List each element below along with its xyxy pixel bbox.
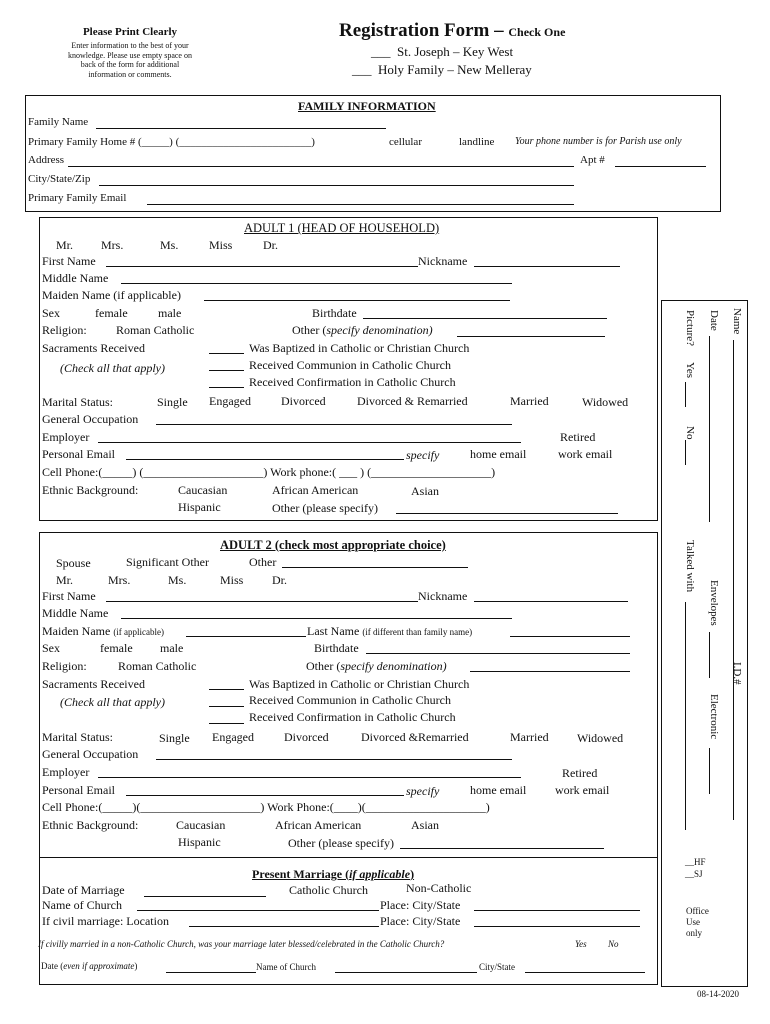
location-option-2[interactable]: ___ Holy Family – New Melleray	[352, 62, 532, 77]
form-title: Registration Form – Check One	[339, 20, 566, 41]
adult1-baptized-label: Was Baptized in Catholic or Christian Church	[249, 341, 470, 355]
adult2-sex-label: Sex	[42, 641, 60, 655]
check-one-label: Check One	[508, 25, 566, 39]
marriage-date-label: Date of Marriage	[42, 883, 125, 897]
adult2-marital-married[interactable]: Married	[510, 730, 549, 744]
adult1-first-name-label: First Name	[42, 254, 96, 268]
adult2-communion-label: Received Communion in Catholic Church	[249, 693, 451, 707]
adult1-work-email[interactable]: work email	[558, 447, 613, 461]
adult2-marital-widowed[interactable]: Widowed	[577, 731, 624, 745]
adult1-religion-label: Religion:	[42, 323, 87, 337]
adult1-ethnic-african[interactable]: African American	[272, 483, 359, 497]
adult1-birthdate-label: Birthdate	[312, 306, 357, 320]
office-id-label: I.D.#	[731, 662, 743, 685]
adult2-last-name-label: Last Name (if different than family name)	[307, 624, 473, 638]
adult1-birthdate-field[interactable]	[363, 318, 607, 319]
adult1-title-ms[interactable]: Ms.	[160, 238, 179, 252]
adult2-check-all-note: (Check all that apply)	[60, 695, 165, 709]
address-field[interactable]	[68, 166, 574, 167]
adult1-communion-label: Received Communion in Catholic Church	[249, 358, 451, 372]
adult1-employer-label: Employer	[42, 430, 90, 444]
adult2-religion-other-field[interactable]	[470, 671, 630, 672]
address-label: Address	[28, 154, 65, 166]
adult2-roman-catholic[interactable]: Roman Catholic	[118, 659, 197, 673]
adult2-birthdate-field[interactable]	[366, 653, 630, 654]
office-sj-check[interactable]: __SJ	[685, 869, 703, 879]
marriage-church-label: Name of Church	[42, 898, 122, 912]
apt-field[interactable]	[615, 166, 706, 167]
adult2-marital-single[interactable]: Single	[159, 731, 190, 745]
marriage-place-label: Place: City/State	[380, 898, 461, 912]
city-state-zip-label: City/State/Zip	[28, 173, 91, 185]
adult1-occupation-label: General Occupation	[42, 412, 139, 426]
adult1-religion-other[interactable]: Other (specify denomination)	[292, 323, 433, 337]
adult2-title-mrs[interactable]: Mrs.	[108, 573, 131, 587]
adult2-occupation-field[interactable]	[156, 759, 512, 760]
adult2-sacraments-label: Sacraments Received	[42, 677, 145, 691]
adult2-personal-email-label: Personal Email	[42, 783, 115, 797]
adult1-marital-div-remarried[interactable]: Divorced & Remarried	[357, 394, 468, 408]
adult2-ethnic-hispanic[interactable]: Hispanic	[178, 835, 221, 849]
adult1-middle-name-field[interactable]	[121, 283, 512, 284]
family-name-field[interactable]	[96, 128, 386, 129]
adult1-maiden-name-label: Maiden Name (if applicable)	[42, 288, 181, 302]
adult1-occupation-field[interactable]	[156, 424, 512, 425]
adult1-retired[interactable]: Retired	[560, 430, 596, 444]
office-use-only-note: Office Use only	[686, 906, 709, 938]
adult2-religion-label: Religion:	[42, 659, 87, 673]
adult1-middle-name-label: Middle Name	[42, 271, 109, 285]
adult2-maiden-name-label: Maiden Name (if applicable)	[42, 624, 165, 638]
adult2-ethnic-other: Other (please specify)	[288, 836, 394, 850]
adult2-communion-check[interactable]	[209, 706, 244, 707]
adult2-personal-email-field[interactable]	[126, 795, 404, 796]
adult2-title-miss[interactable]: Miss	[220, 573, 244, 587]
adult2-ethnic-label: Ethnic Background:	[42, 818, 139, 832]
adult1-ethnic-other-field[interactable]	[396, 513, 618, 514]
office-date-label: Date	[708, 310, 720, 331]
adult1-employer-field[interactable]	[98, 442, 521, 443]
adult1-specify: specify	[406, 448, 440, 462]
adult2-ethnic-african[interactable]: African American	[275, 818, 362, 832]
office-talked-with-label: Talked with	[684, 540, 696, 593]
adult1-marital-label: Marital Status:	[42, 395, 113, 409]
marriage-non-catholic[interactable]: Non-Catholic	[406, 881, 472, 895]
office-envelopes-label: Envelopes	[708, 580, 720, 626]
family-info-heading: FAMILY INFORMATION	[298, 99, 436, 113]
adult2-religion-other[interactable]: Other (specify denomination)	[306, 659, 447, 673]
family-email-label: Primary Family Email	[28, 192, 127, 204]
adult2-ethnic-asian[interactable]: Asian	[411, 818, 439, 832]
adult2-marital-divorced[interactable]: Divorced	[284, 730, 329, 744]
adult1-maiden-name-field[interactable]	[204, 300, 510, 301]
civil-place-field[interactable]	[474, 926, 640, 927]
adult2-marital-div-remarried[interactable]: Divorced &Remarried	[361, 730, 469, 744]
blessing-yes[interactable]: Yes	[575, 939, 587, 949]
adult1-first-name-field[interactable]	[106, 266, 418, 267]
adult2-work-email[interactable]: work email	[555, 783, 610, 797]
adult2-home-email[interactable]: home email	[470, 783, 527, 797]
blessing-question: If civilly married in a non-Catholic Church, was your marriage later blessed/celebrated in the Catholic Church?	[38, 939, 445, 949]
office-no-line[interactable]	[685, 440, 686, 465]
marriage-date-field[interactable]	[144, 896, 266, 897]
adult1-ethnic-caucasian[interactable]: Caucasian	[178, 483, 228, 497]
adult2-employer-label: Employer	[42, 765, 90, 779]
adult2-employer-field[interactable]	[98, 777, 521, 778]
office-picture-no[interactable]: No	[684, 426, 696, 440]
adult1-heading: ADULT 1 (HEAD OF HOUSEHOLD)	[244, 221, 440, 235]
adult1-check-all-note: (Check all that apply)	[60, 361, 165, 375]
adult2-maiden-name-field[interactable]	[186, 636, 306, 637]
adult2-marital-label: Marital Status:	[42, 730, 113, 744]
adult1-title-miss[interactable]: Miss	[209, 238, 233, 252]
adult2-occupation-label: General Occupation	[42, 747, 139, 761]
adult2-retired[interactable]: Retired	[562, 766, 598, 780]
city-state-zip-field[interactable]	[99, 185, 574, 186]
adult2-first-name-field[interactable]	[106, 601, 418, 602]
phone-note: Your phone number is for Parish use only	[515, 136, 682, 147]
adult2-birthdate-label: Birthdate	[314, 641, 359, 655]
office-hf-check[interactable]: __HF	[685, 857, 706, 867]
office-date-line[interactable]	[709, 336, 710, 522]
office-electronic-label: Electronic	[708, 694, 720, 740]
adult2-first-name-label: First Name	[42, 589, 96, 603]
adult1-home-email[interactable]: home email	[470, 447, 527, 461]
print-note: Enter information to the best of your knowledge. Please use empty space on back of the form for additional information or comments.	[68, 41, 192, 79]
print-clearly-title: Please Print Clearly	[82, 26, 178, 38]
adult2-sex-male[interactable]: male	[160, 641, 184, 655]
adult2-marital-engaged[interactable]: Engaged	[212, 730, 254, 744]
adult2-title-ms[interactable]: Ms.	[168, 573, 187, 587]
adult1-communion-check[interactable]	[209, 370, 244, 371]
adult2-nickname-field[interactable]	[474, 601, 628, 602]
marriage-church-field[interactable]	[137, 910, 379, 911]
adult2-specify: specify	[406, 784, 440, 798]
civil-location-field[interactable]	[189, 926, 379, 927]
family-email-field[interactable]	[147, 204, 574, 205]
adult1-baptized-check[interactable]	[209, 353, 244, 354]
cellular-option[interactable]: cellular	[389, 136, 422, 148]
blessing-church-label: Name of Church	[256, 962, 316, 972]
blessing-no[interactable]: No	[608, 939, 619, 949]
revision-date: 08-14-2020	[697, 989, 739, 999]
family-name-label: Family Name	[28, 116, 89, 128]
office-name-label: Name	[731, 308, 743, 335]
adult2-significant-other[interactable]: Significant Other	[126, 555, 209, 569]
apt-label: Apt #	[580, 154, 605, 166]
adult2-sex-female[interactable]: female	[100, 641, 133, 655]
civil-location-label: If civil marriage: Location	[42, 914, 169, 928]
adult2-nickname-label: Nickname	[418, 589, 468, 603]
adult2-title-dr[interactable]: Dr.	[272, 573, 287, 587]
blessing-date-label: Date (even if approximate)	[41, 961, 138, 971]
office-envelopes-line[interactable]	[709, 632, 710, 678]
adult2-spouse[interactable]: Spouse	[56, 556, 91, 570]
adult1-marital-divorced[interactable]: Divorced	[281, 394, 326, 408]
adult2-phones[interactable]: Cell Phone:(_____)(____________________) Work Phone:(____)(____________________)	[42, 800, 490, 814]
adult1-religion-other-field[interactable]	[457, 336, 605, 337]
marriage-divider	[39, 857, 658, 858]
adult1-marital-engaged[interactable]: Engaged	[209, 394, 251, 408]
adult1-ethnic-other: Other (please specify)	[272, 501, 378, 515]
adult2-baptized-label: Was Baptized in Catholic or Christian Church	[249, 677, 470, 691]
adult1-phones[interactable]: Cell Phone:(_____) (____________________) Work phone:( ___ ) (____________________)	[42, 465, 496, 479]
home-phone-label[interactable]: Primary Family Home # (_____) (________________________)	[28, 136, 315, 148]
office-talked-with-line[interactable]	[685, 602, 686, 830]
blessing-date-field[interactable]	[166, 972, 256, 973]
adult2-confirmation-check[interactable]	[209, 723, 244, 724]
blessing-church-field[interactable]	[335, 972, 477, 973]
location-option-1[interactable]: ___ St. Joseph – Key West	[371, 44, 514, 59]
adult2-heading: ADULT 2 (check most appropriate choice)	[220, 538, 446, 552]
adult1-title-mr[interactable]: Mr.	[56, 238, 74, 252]
adult2-title-mr[interactable]: Mr.	[56, 573, 74, 587]
adult1-personal-email-field[interactable]	[126, 459, 404, 460]
adult2-ethnic-other-field[interactable]	[400, 848, 604, 849]
adult1-marital-widowed[interactable]: Widowed	[582, 395, 629, 409]
adult2-middle-name-field[interactable]	[121, 618, 512, 619]
marriage-place-field[interactable]	[474, 910, 640, 911]
adult1-marital-married[interactable]: Married	[510, 394, 549, 408]
adult2-confirmation-label: Received Confirmation in Catholic Church	[249, 710, 456, 724]
civil-place-label: Place: City/State	[380, 914, 461, 928]
office-yes-line[interactable]	[685, 382, 686, 407]
adult1-sex-male[interactable]: male	[158, 306, 182, 320]
marriage-catholic[interactable]: Catholic Church	[289, 883, 368, 897]
adult1-confirmation-label: Received Confirmation in Catholic Church	[249, 375, 456, 389]
adult2-ethnic-caucasian[interactable]: Caucasian	[176, 818, 226, 832]
adult1-personal-email-label: Personal Email	[42, 447, 115, 461]
adult2-other[interactable]: Other	[249, 555, 277, 569]
adult1-sacraments-label: Sacraments Received	[42, 341, 145, 355]
adult1-ethnic-asian[interactable]: Asian	[411, 484, 439, 498]
adult2-last-name-field[interactable]	[510, 636, 630, 637]
blessing-city-label: City/State	[479, 962, 515, 972]
adult1-title-dr[interactable]: Dr.	[263, 238, 278, 252]
blessing-city-field[interactable]	[525, 972, 645, 973]
adult2-middle-name-label: Middle Name	[42, 606, 109, 620]
adult2-baptized-check[interactable]	[209, 689, 244, 690]
office-picture-label: Picture?	[684, 310, 696, 347]
adult1-sex-label: Sex	[42, 306, 60, 320]
adult1-sex-female[interactable]: female	[95, 306, 128, 320]
adult1-ethnic-label: Ethnic Background:	[42, 483, 139, 497]
adult1-ethnic-hispanic[interactable]: Hispanic	[178, 500, 221, 514]
office-electronic-line[interactable]	[709, 748, 710, 794]
adult1-nickname-label: Nickname	[418, 254, 468, 268]
adult1-marital-single[interactable]: Single	[157, 395, 188, 409]
adult2-other-field[interactable]	[282, 567, 468, 568]
office-use-panel	[661, 300, 748, 987]
adult1-roman-catholic[interactable]: Roman Catholic	[116, 323, 195, 337]
adult1-nickname-field[interactable]	[474, 266, 620, 267]
office-picture-yes[interactable]: Yes	[684, 362, 696, 379]
adult1-confirmation-check[interactable]	[209, 387, 244, 388]
office-name-line[interactable]	[733, 340, 734, 820]
marriage-heading: Present Marriage (if applicable)	[252, 867, 415, 881]
landline-option[interactable]: landline	[459, 136, 495, 148]
adult1-title-mrs[interactable]: Mrs.	[101, 238, 124, 252]
